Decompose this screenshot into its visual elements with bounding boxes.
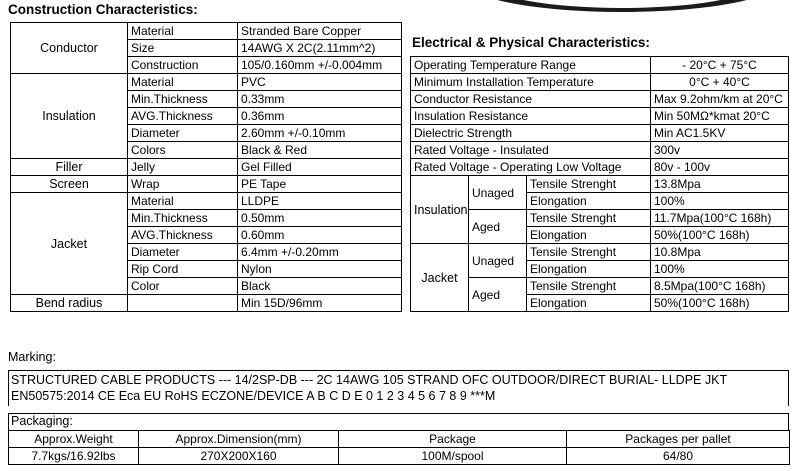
property-cell: Tensile Strenght	[527, 210, 651, 227]
property-cell: Elongation	[527, 295, 651, 312]
table-row	[411, 74, 789, 91]
packaging-table	[8, 430, 790, 465]
property-cell: Minimum Installation Temperature	[411, 74, 651, 91]
property-cell: Dielectric Strength	[411, 125, 651, 142]
table-row	[11, 74, 402, 91]
table-row	[411, 91, 789, 108]
table-row	[11, 176, 402, 193]
group-mech-jacket: Jacket	[411, 244, 469, 312]
group-jacket: Jacket	[11, 193, 128, 295]
electrical-title: Electrical & Physical Characteristics:	[412, 35, 650, 50]
value-cell: 50%(100°C 168h)	[651, 295, 789, 312]
group-insulation: Insulation	[11, 74, 128, 159]
condition-cell: Unaged	[469, 176, 527, 210]
table-row	[411, 244, 789, 261]
value-cell: 0.60mm	[238, 227, 402, 244]
property-cell: Material	[128, 74, 238, 91]
value-cell: Nylon	[238, 261, 402, 278]
value-cell: 80v - 100v	[651, 159, 789, 176]
property-cell	[128, 295, 238, 312]
property-cell: Material	[128, 193, 238, 210]
property-cell: AVG.Thickness	[128, 108, 238, 125]
property-cell: Rated Voltage - Insulated	[411, 142, 651, 159]
value-cell: 64/80	[567, 448, 790, 465]
property-cell: Tensile Strenght	[527, 278, 651, 295]
property-cell: Size	[128, 40, 238, 57]
table-row	[411, 108, 789, 125]
value-cell: Gel Filled	[238, 159, 402, 176]
property-cell: AVG.Thickness	[128, 227, 238, 244]
table-row	[411, 176, 789, 193]
electrical-table	[410, 56, 789, 312]
property-cell: Conductor Resistance	[411, 91, 651, 108]
table-row	[411, 142, 789, 159]
value-cell: 8.5Mpa(100°C 168h)	[651, 278, 789, 295]
table-row	[11, 295, 402, 312]
table-row	[411, 57, 789, 74]
header-cell: Approx.Dimension(mm)	[139, 431, 339, 448]
marking-box	[8, 370, 789, 406]
value-cell: 13.8Mpa	[651, 176, 789, 193]
value-cell: Black	[238, 278, 402, 295]
property-cell: Diameter	[128, 244, 238, 261]
value-cell: 0.50mm	[238, 210, 402, 227]
property-cell: Jelly	[128, 159, 238, 176]
group-screen: Screen	[11, 176, 128, 193]
value-cell: Black & Red	[238, 142, 402, 159]
property-cell: Color	[128, 278, 238, 295]
group-filler: Filler	[11, 159, 128, 176]
property-cell: Insulation Resistance	[411, 108, 651, 125]
value-cell: 100%	[651, 261, 789, 278]
property-cell: Rated Voltage - Operating Low Voltage	[411, 159, 651, 176]
table-row	[9, 431, 790, 448]
value-cell: Max 9.2ohm/km at 20°C	[651, 91, 789, 108]
value-cell: 0.33mm	[238, 91, 402, 108]
table-row	[11, 159, 402, 176]
header-cell: Package	[339, 431, 567, 448]
value-cell: 50%(100°C 168h)	[651, 227, 789, 244]
property-cell: Material	[128, 23, 238, 40]
property-cell: Wrap	[128, 176, 238, 193]
construction-title: Construction Characteristics:	[8, 2, 198, 17]
value-cell: 6.4mm +/-0.20mm	[238, 244, 402, 261]
condition-cell: Aged	[469, 210, 527, 244]
value-cell: Min AC1.5KV	[651, 125, 789, 142]
value-cell: 11.7Mpa(100°C 168h)	[651, 210, 789, 227]
marking-label: Marking:	[8, 350, 56, 364]
property-cell: Operating Temperature Range	[411, 57, 651, 74]
property-cell: Min.Thickness	[128, 91, 238, 108]
property-cell: Colors	[128, 142, 238, 159]
marking-line-2: EN50575:2014 CE Eca EU RoHS ECZONE/DEVICE A B C D E 0 1 2 3 4 5 6 7 8 9 ***M	[11, 389, 496, 403]
group-conductor: Conductor	[11, 23, 128, 74]
property-cell: Diameter	[128, 125, 238, 142]
value-cell: 0.36mm	[238, 108, 402, 125]
table-row	[11, 193, 402, 210]
table-row	[411, 159, 789, 176]
property-cell: Elongation	[527, 193, 651, 210]
value-cell: 14AWG X 2C(2.11mm^2)	[238, 40, 402, 57]
value-cell: Stranded Bare Copper	[238, 23, 402, 40]
value-cell: - 20°C + 75°C	[651, 57, 789, 74]
property-cell: Tensile Strenght	[527, 244, 651, 261]
value-cell: 270X200X160	[139, 448, 339, 465]
value-cell: 100M/spool	[339, 448, 567, 465]
header-cell: Packages per pallet	[567, 431, 790, 448]
table-row	[9, 448, 790, 465]
group-bend-radius: Bend radius	[11, 295, 128, 312]
construction-table	[10, 22, 402, 312]
property-cell: Rip Cord	[128, 261, 238, 278]
condition-cell: Unaged	[469, 244, 527, 278]
value-cell: 0°C + 40°C	[651, 74, 789, 91]
table-row	[411, 125, 789, 142]
property-cell: Elongation	[527, 261, 651, 278]
value-cell: Min 15D/96mm	[238, 295, 402, 312]
value-cell: 2.60mm +/-0.10mm	[238, 125, 402, 142]
value-cell: PE Tape	[238, 176, 402, 193]
value-cell: Min 50MΩ*kmat 20°C	[651, 108, 789, 125]
header-cell: Approx.Weight	[9, 431, 139, 448]
condition-cell: Aged	[469, 278, 527, 312]
group-mech-insulation: Insulation	[411, 176, 469, 244]
value-cell: LLDPE	[238, 193, 402, 210]
property-cell: Tensile Strenght	[527, 176, 651, 193]
value-cell: 10.8Mpa	[651, 244, 789, 261]
table-row	[11, 23, 402, 40]
property-cell: Construction	[128, 57, 238, 74]
value-cell: 100%	[651, 193, 789, 210]
property-cell: Elongation	[527, 227, 651, 244]
property-cell: Min.Thickness	[128, 210, 238, 227]
marking-line-1: STRUCTURED CABLE PRODUCTS --- 14/2SP-DB --- 2C 14AWG 105 STRAND OFC OUTDOOR/DIRECT BURIAL- LLDPE JKT	[11, 373, 728, 387]
packaging-label: Packaging:	[8, 413, 789, 430]
value-cell: 105/0.160mm +/-0.004mm	[238, 57, 402, 74]
value-cell: 7.7kgs/16.92lbs	[9, 448, 139, 465]
value-cell: PVC	[238, 74, 402, 91]
value-cell: 300v	[651, 142, 789, 159]
